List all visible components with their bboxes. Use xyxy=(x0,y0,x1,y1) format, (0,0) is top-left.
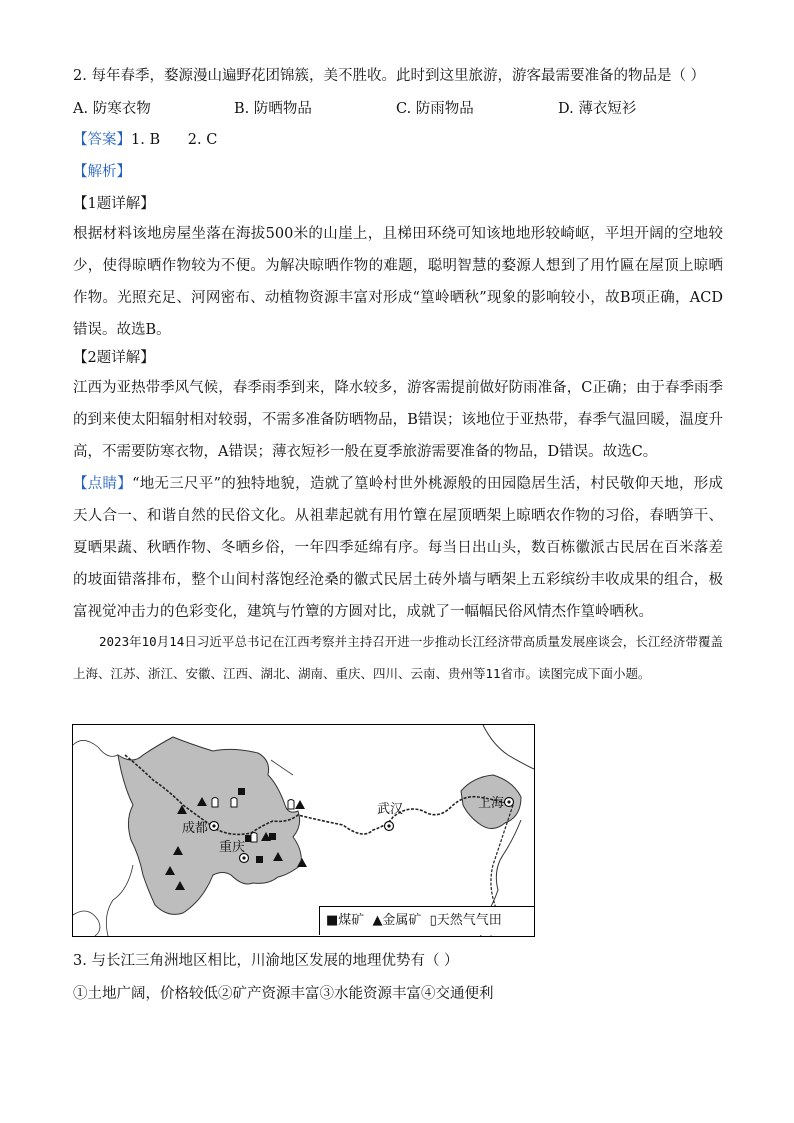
coastline xyxy=(483,725,534,769)
analysis-tag: 【解析】 xyxy=(73,164,131,180)
legend-coal: ■煤矿 xyxy=(326,913,365,928)
detail-1-tag: 【1题详解】 xyxy=(73,196,155,212)
option-c: C. 防雨物品 xyxy=(396,101,474,117)
wuhan-label: 武汉 xyxy=(377,802,404,817)
legend-metal: ▲金属矿 xyxy=(372,913,422,928)
chongqing-label: 重庆 xyxy=(219,840,246,855)
option-d: D. 薄衣短衫 xyxy=(558,101,637,117)
coal-mine-icon xyxy=(238,788,245,795)
answer-tag: 【答案】 xyxy=(73,132,131,148)
shanghai-label: 上海 xyxy=(478,796,505,811)
context-notice: 2023年10月14日习近平总书记在江西考察并主持召开进一步推动长江经济带高质量发展座谈会，长江经济带覆盖上海、江苏、浙江、安徽、江西、湖北、湖南、重庆、四川、云南、贵州等11省市。读图完成下面小题。 xyxy=(73,634,723,681)
question-2-options xyxy=(73,99,723,119)
map-legend xyxy=(319,906,534,935)
question-3-items: ①土地广阔，价格较低②矿产资源丰富③水能资源丰富④交通便利 xyxy=(73,986,494,1002)
detail-2-tag: 【2题详解】 xyxy=(73,350,155,366)
coal-mine-icon xyxy=(256,856,263,863)
detail-2-text: 江西为亚热带季风气候，春季雨季到来，降水较多，游客需提前做好防雨准备，C正确；由于春季雨季的到来使太阳辐射相对较弱，不需多准备防晒物品，B错误；该地位于亚热带，春季气温回暖，温度升高，不需要防寒衣物，A错误；薄衣短衫一般在夏季旅游需要准备的物品，D错误。故选C。 xyxy=(73,380,723,460)
question-3-stem: 3. 与长江三角洲地区相比，川渝地区发展的地理优势有（ ） xyxy=(73,953,459,969)
map-figure xyxy=(73,725,534,936)
legend-gas: ▯天然气气田 xyxy=(429,913,502,928)
question-2-stem: 2. 每年春季，婺源漫山遍野花团锦簇，美不胜收。此时到这里旅游，游客最需要准备的物品是（ ） xyxy=(73,68,706,84)
comment-tag: 【点睛】 xyxy=(73,476,133,492)
boundary-line xyxy=(73,911,100,936)
metal-ore-icon xyxy=(295,800,305,809)
answer-line xyxy=(73,130,217,150)
boundary-line xyxy=(271,760,293,775)
gas-field-icon xyxy=(231,798,237,808)
option-a: A. 防寒衣物 xyxy=(73,101,151,117)
coal-mine-icon xyxy=(269,833,276,840)
comment-paragraph xyxy=(73,468,723,628)
gas-field-icon xyxy=(212,798,218,808)
detail-1-text: 根据材料该地房屋坐落在海拔500米的山崖上，且梯田环绕可知该地地形较崎岖，平坦开阔的空地较少，使得晾晒作物较为不便。为解决晾晒作物的难题，聪明智慧的婺源人想到了用竹匾在屋顶上晾晒作物。光照充足、河网密布、动植物资源丰富对形成“篁岭晒秋”现象的影响较小，故B项正确，ACD错误。故选B。 xyxy=(73,226,723,338)
option-b: B. 防晒物品 xyxy=(234,101,312,117)
comment-text: “地无三尺平”的独特地貌，造就了篁岭村世外桃源般的田园隐居生活，村民敬仰天地，形成天人合一、和谐自然的民俗文化。从祖辈起就有用竹簟在屋顶晒架上晾晒农作物的习俗，春晒笋干、夏晒果蔬、秋晒作物、冬晒乡俗，一年四季延绵有序。每当日出山头，数百栋徽派古民居在百米落差的坡面错落排布，整个山间村落饱经沧桑的徽式民居土砖外墙与晒架上五彩缤纷丰收成果的组合，极富视觉冲击力的色彩变化，建筑与竹簟的方圆对比，成就了一幅幅民俗风情杰作篁岭晒秋。 xyxy=(73,476,723,620)
gas-field-icon xyxy=(251,833,257,843)
answer-text: 1. B 2. C xyxy=(131,132,218,148)
chengdu-label: 成都 xyxy=(182,821,209,836)
gas-field-icon xyxy=(288,800,294,810)
boundary-line xyxy=(73,740,118,756)
boundary-line xyxy=(106,865,133,936)
